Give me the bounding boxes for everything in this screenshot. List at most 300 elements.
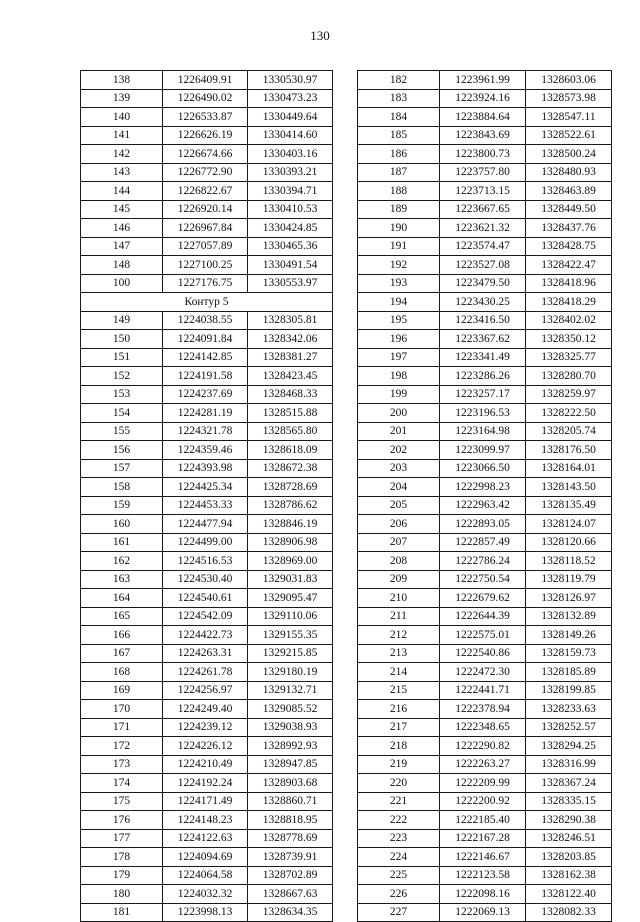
table-row xyxy=(358,885,612,904)
table-row xyxy=(358,404,612,423)
y-coordinate-cell: 1330424.85 xyxy=(248,219,333,238)
table-row xyxy=(358,348,612,367)
x-coordinate-cell: 1223884.64 xyxy=(440,108,526,127)
x-coordinate-cell: 1224192.24 xyxy=(163,774,248,793)
y-coordinate-cell: 1328778.69 xyxy=(248,829,333,848)
y-coordinate-cell: 1328305.81 xyxy=(248,311,333,330)
point-number-cell: 153 xyxy=(81,385,163,404)
point-number-cell: 196 xyxy=(358,330,440,349)
point-number-cell: 158 xyxy=(81,478,163,497)
x-coordinate-cell: 1224477.94 xyxy=(163,515,248,534)
y-coordinate-cell: 1328122.40 xyxy=(526,885,612,904)
x-coordinate-cell: 1222472.30 xyxy=(440,663,526,682)
table-row xyxy=(81,422,333,441)
x-coordinate-cell: 1223257.17 xyxy=(440,385,526,404)
y-coordinate-cell: 1328573.98 xyxy=(526,89,612,108)
y-coordinate-cell: 1328906.98 xyxy=(248,533,333,552)
y-coordinate-cell: 1328672.38 xyxy=(248,459,333,478)
y-coordinate-cell: 1329155.35 xyxy=(248,626,333,645)
table-row xyxy=(81,145,333,164)
y-coordinate-cell: 1328418.29 xyxy=(526,293,612,312)
x-coordinate-cell: 1224148.23 xyxy=(163,811,248,830)
x-coordinate-cell: 1224171.49 xyxy=(163,792,248,811)
y-coordinate-cell: 1328325.77 xyxy=(526,348,612,367)
point-number-cell: 169 xyxy=(81,681,163,700)
x-coordinate-cell: 1222963.42 xyxy=(440,496,526,515)
point-number-cell: 225 xyxy=(358,866,440,885)
table-row xyxy=(81,626,333,645)
point-number-cell: 211 xyxy=(358,607,440,626)
x-coordinate-cell: 1222209.99 xyxy=(440,774,526,793)
y-coordinate-cell: 1328739.91 xyxy=(248,848,333,867)
y-coordinate-cell: 1328222.50 xyxy=(526,404,612,423)
y-coordinate-cell: 1328947.85 xyxy=(248,755,333,774)
y-coordinate-cell: 1328143.50 xyxy=(526,478,612,497)
x-coordinate-cell: 1227100.25 xyxy=(163,256,248,275)
x-coordinate-cell: 1224499.00 xyxy=(163,533,248,552)
point-number-cell: 161 xyxy=(81,533,163,552)
x-coordinate-cell: 1226967.84 xyxy=(163,219,248,238)
point-number-cell: 166 xyxy=(81,626,163,645)
point-number-cell: 207 xyxy=(358,533,440,552)
x-coordinate-cell: 1222098.16 xyxy=(440,885,526,904)
x-coordinate-cell: 1223066.50 xyxy=(440,459,526,478)
table-row xyxy=(358,792,612,811)
table-row xyxy=(81,848,333,867)
point-number-cell: 152 xyxy=(81,367,163,386)
x-coordinate-cell: 1222575.01 xyxy=(440,626,526,645)
point-number-cell: 226 xyxy=(358,885,440,904)
point-number-cell: 144 xyxy=(81,182,163,201)
x-coordinate-cell: 1224094.69 xyxy=(163,848,248,867)
table-row xyxy=(81,533,333,552)
y-coordinate-cell: 1329085.52 xyxy=(248,700,333,719)
x-coordinate-cell: 1226409.91 xyxy=(163,71,248,90)
y-coordinate-cell: 1328437.76 xyxy=(526,219,612,238)
point-number-cell: 218 xyxy=(358,737,440,756)
point-number-cell: 214 xyxy=(358,663,440,682)
point-number-cell: 217 xyxy=(358,718,440,737)
table-row xyxy=(81,792,333,811)
x-coordinate-cell: 1224038.55 xyxy=(163,311,248,330)
point-number-cell: 194 xyxy=(358,293,440,312)
point-number-cell: 154 xyxy=(81,404,163,423)
point-number-cell: 155 xyxy=(81,422,163,441)
x-coordinate-cell: 1226626.19 xyxy=(163,126,248,145)
table-row xyxy=(81,903,333,922)
x-coordinate-cell: 1222348.65 xyxy=(440,718,526,737)
point-number-cell: 224 xyxy=(358,848,440,867)
point-number-cell: 157 xyxy=(81,459,163,478)
y-coordinate-cell: 1328199.85 xyxy=(526,681,612,700)
table-row xyxy=(358,108,612,127)
x-coordinate-cell: 1224540.61 xyxy=(163,589,248,608)
coordinates-table-right xyxy=(357,70,612,922)
point-number-cell: 204 xyxy=(358,478,440,497)
point-number-cell: 200 xyxy=(358,404,440,423)
y-coordinate-cell: 1330414.60 xyxy=(248,126,333,145)
table-row xyxy=(81,89,333,108)
table-row xyxy=(81,607,333,626)
y-coordinate-cell: 1328381.27 xyxy=(248,348,333,367)
point-number-cell: 208 xyxy=(358,552,440,571)
x-coordinate-cell: 1224237.69 xyxy=(163,385,248,404)
point-number-cell: 186 xyxy=(358,145,440,164)
x-coordinate-cell: 1224191.58 xyxy=(163,367,248,386)
table-row xyxy=(81,404,333,423)
table-row xyxy=(81,774,333,793)
y-coordinate-cell: 1328233.63 xyxy=(526,700,612,719)
table-row xyxy=(358,163,612,182)
y-coordinate-cell: 1328205.74 xyxy=(526,422,612,441)
y-coordinate-cell: 1328335.15 xyxy=(526,792,612,811)
x-coordinate-cell: 1222263.27 xyxy=(440,755,526,774)
point-number-cell: 216 xyxy=(358,700,440,719)
y-coordinate-cell: 1328463.89 xyxy=(526,182,612,201)
y-coordinate-cell: 1328124.07 xyxy=(526,515,612,534)
x-coordinate-cell: 1226490.02 xyxy=(163,89,248,108)
table-row xyxy=(358,515,612,534)
point-number-cell: 205 xyxy=(358,496,440,515)
point-number-cell: 177 xyxy=(81,829,163,848)
point-number-cell: 140 xyxy=(81,108,163,127)
y-coordinate-cell: 1328118.52 xyxy=(526,552,612,571)
table-row xyxy=(358,811,612,830)
table-row xyxy=(358,663,612,682)
coordinates-table-left xyxy=(80,70,333,922)
table-row xyxy=(81,885,333,904)
x-coordinate-cell: 1223099.97 xyxy=(440,441,526,460)
y-coordinate-cell: 1330410.53 xyxy=(248,200,333,219)
point-number-cell: 150 xyxy=(81,330,163,349)
y-coordinate-cell: 1328342.06 xyxy=(248,330,333,349)
point-number-cell: 219 xyxy=(358,755,440,774)
x-coordinate-cell: 1224091.84 xyxy=(163,330,248,349)
x-coordinate-cell: 1223800.73 xyxy=(440,145,526,164)
x-coordinate-cell: 1222679.62 xyxy=(440,589,526,608)
point-number-cell: 220 xyxy=(358,774,440,793)
y-coordinate-cell: 1330530.97 xyxy=(248,71,333,90)
y-coordinate-cell: 1328618.09 xyxy=(248,441,333,460)
y-coordinate-cell: 1328702.89 xyxy=(248,866,333,885)
x-coordinate-cell: 1223416.50 xyxy=(440,311,526,330)
point-number-cell: 189 xyxy=(358,200,440,219)
table-row xyxy=(358,71,612,90)
x-coordinate-cell: 1223924.16 xyxy=(440,89,526,108)
x-coordinate-cell: 1222378.94 xyxy=(440,700,526,719)
point-number-cell: 170 xyxy=(81,700,163,719)
table-row xyxy=(358,441,612,460)
y-coordinate-cell: 1328468.33 xyxy=(248,385,333,404)
point-number-cell: 184 xyxy=(358,108,440,127)
table-row xyxy=(81,755,333,774)
y-coordinate-cell: 1329180.19 xyxy=(248,663,333,682)
y-coordinate-cell: 1328480.93 xyxy=(526,163,612,182)
point-number-cell: 212 xyxy=(358,626,440,645)
y-coordinate-cell: 1330449.64 xyxy=(248,108,333,127)
point-number-cell: 199 xyxy=(358,385,440,404)
point-number-cell: 222 xyxy=(358,811,440,830)
x-coordinate-cell: 1223286.26 xyxy=(440,367,526,386)
y-coordinate-cell: 1328818.95 xyxy=(248,811,333,830)
x-coordinate-cell: 1223667.65 xyxy=(440,200,526,219)
table-row xyxy=(81,274,333,293)
y-coordinate-cell: 1329095.47 xyxy=(248,589,333,608)
point-number-cell: 143 xyxy=(81,163,163,182)
x-coordinate-cell: 1224542.09 xyxy=(163,607,248,626)
y-coordinate-cell: 1328428.75 xyxy=(526,237,612,256)
x-coordinate-cell: 1224359.46 xyxy=(163,441,248,460)
point-number-cell: 183 xyxy=(358,89,440,108)
table-row xyxy=(358,774,612,793)
x-coordinate-cell: 1222290.82 xyxy=(440,737,526,756)
y-coordinate-cell: 1328280.70 xyxy=(526,367,612,386)
page-number: 130 xyxy=(310,28,330,43)
table-row xyxy=(81,515,333,534)
table-row xyxy=(81,459,333,478)
table-row xyxy=(81,811,333,830)
x-coordinate-cell: 1222167.28 xyxy=(440,829,526,848)
y-coordinate-cell: 1328149.26 xyxy=(526,626,612,645)
point-number-cell: 146 xyxy=(81,219,163,238)
point-number-cell: 178 xyxy=(81,848,163,867)
y-coordinate-cell: 1328422.47 xyxy=(526,256,612,275)
table-row xyxy=(358,700,612,719)
y-coordinate-cell: 1328903.68 xyxy=(248,774,333,793)
table-row xyxy=(358,681,612,700)
table-row xyxy=(358,293,612,312)
table-row xyxy=(81,126,333,145)
table-row xyxy=(358,367,612,386)
x-coordinate-cell: 1222857.49 xyxy=(440,533,526,552)
point-number-cell: 191 xyxy=(358,237,440,256)
table-row xyxy=(81,219,333,238)
x-coordinate-cell: 1222069.13 xyxy=(440,903,526,922)
y-coordinate-cell: 1328185.89 xyxy=(526,663,612,682)
table-row xyxy=(358,829,612,848)
x-coordinate-cell: 1223961.99 xyxy=(440,71,526,90)
point-number-cell: 213 xyxy=(358,644,440,663)
point-number-cell: 148 xyxy=(81,256,163,275)
point-number-cell: 171 xyxy=(81,718,163,737)
x-coordinate-cell: 1222644.39 xyxy=(440,607,526,626)
y-coordinate-cell: 1328367.24 xyxy=(526,774,612,793)
x-coordinate-cell: 1224261.78 xyxy=(163,663,248,682)
table-row xyxy=(81,866,333,885)
point-number-cell: 182 xyxy=(358,71,440,90)
table-row xyxy=(81,311,333,330)
x-coordinate-cell: 1223621.32 xyxy=(440,219,526,238)
table-row xyxy=(358,311,612,330)
y-coordinate-cell: 1328135.49 xyxy=(526,496,612,515)
table-row xyxy=(81,589,333,608)
y-coordinate-cell: 1328119.79 xyxy=(526,570,612,589)
x-coordinate-cell: 1227057.89 xyxy=(163,237,248,256)
y-coordinate-cell: 1328786.62 xyxy=(248,496,333,515)
point-number-cell: 206 xyxy=(358,515,440,534)
x-coordinate-cell: 1223367.62 xyxy=(440,330,526,349)
table-row xyxy=(358,903,612,922)
table-row xyxy=(358,478,612,497)
x-coordinate-cell: 1224321.78 xyxy=(163,422,248,441)
point-number-cell: 227 xyxy=(358,903,440,922)
table-row xyxy=(81,163,333,182)
y-coordinate-cell: 1328634.35 xyxy=(248,903,333,922)
table-row xyxy=(358,126,612,145)
point-number-cell: 162 xyxy=(81,552,163,571)
y-coordinate-cell: 1328565.80 xyxy=(248,422,333,441)
table-row xyxy=(81,182,333,201)
table-row xyxy=(81,71,333,90)
point-number-cell: 190 xyxy=(358,219,440,238)
y-coordinate-cell: 1328082.33 xyxy=(526,903,612,922)
point-number-cell: 201 xyxy=(358,422,440,441)
x-coordinate-cell: 1222893.05 xyxy=(440,515,526,534)
section-row xyxy=(81,293,333,312)
table-row xyxy=(81,256,333,275)
x-coordinate-cell: 1227176.75 xyxy=(163,274,248,293)
table-row xyxy=(81,441,333,460)
point-number-cell: 185 xyxy=(358,126,440,145)
y-coordinate-cell: 1328547.11 xyxy=(526,108,612,127)
table-row xyxy=(358,533,612,552)
table-row xyxy=(81,385,333,404)
table-row xyxy=(81,348,333,367)
point-number-cell: 173 xyxy=(81,755,163,774)
y-coordinate-cell: 1328132.89 xyxy=(526,607,612,626)
point-number-cell: 138 xyxy=(81,71,163,90)
y-coordinate-cell: 1330393.21 xyxy=(248,163,333,182)
point-number-cell: 139 xyxy=(81,89,163,108)
point-number-cell: 168 xyxy=(81,663,163,682)
x-coordinate-cell: 1223843.69 xyxy=(440,126,526,145)
y-coordinate-cell: 1330394.71 xyxy=(248,182,333,201)
point-number-cell: 174 xyxy=(81,774,163,793)
point-number-cell: 188 xyxy=(358,182,440,201)
x-coordinate-cell: 1224122.63 xyxy=(163,829,248,848)
x-coordinate-cell: 1226920.14 xyxy=(163,200,248,219)
y-coordinate-cell: 1328667.63 xyxy=(248,885,333,904)
point-number-cell: 195 xyxy=(358,311,440,330)
y-coordinate-cell: 1328120.66 xyxy=(526,533,612,552)
table-row xyxy=(358,422,612,441)
y-coordinate-cell: 1329110.06 xyxy=(248,607,333,626)
x-coordinate-cell: 1223430.25 xyxy=(440,293,526,312)
table-row xyxy=(81,700,333,719)
x-coordinate-cell: 1223574.47 xyxy=(440,237,526,256)
y-coordinate-cell: 1328992.93 xyxy=(248,737,333,756)
point-number-cell: 100 xyxy=(81,274,163,293)
table-row xyxy=(81,829,333,848)
point-number-cell: 175 xyxy=(81,792,163,811)
x-coordinate-cell: 1224425.34 xyxy=(163,478,248,497)
point-number-cell: 151 xyxy=(81,348,163,367)
x-coordinate-cell: 1222185.40 xyxy=(440,811,526,830)
point-number-cell: 210 xyxy=(358,589,440,608)
x-coordinate-cell: 1224142.85 xyxy=(163,348,248,367)
x-coordinate-cell: 1226822.67 xyxy=(163,182,248,201)
table-row xyxy=(81,330,333,349)
point-number-cell: 187 xyxy=(358,163,440,182)
point-number-cell: 197 xyxy=(358,348,440,367)
x-coordinate-cell: 1226772.90 xyxy=(163,163,248,182)
table-row xyxy=(358,89,612,108)
table-row xyxy=(81,200,333,219)
table-row xyxy=(358,145,612,164)
y-coordinate-cell: 1330553.97 xyxy=(248,274,333,293)
x-coordinate-cell: 1224064.58 xyxy=(163,866,248,885)
table-row xyxy=(81,237,333,256)
point-number-cell: 203 xyxy=(358,459,440,478)
y-coordinate-cell: 1328259.97 xyxy=(526,385,612,404)
y-coordinate-cell: 1328423.45 xyxy=(248,367,333,386)
y-coordinate-cell: 1328162.38 xyxy=(526,866,612,885)
point-number-cell: 221 xyxy=(358,792,440,811)
x-coordinate-cell: 1223164.98 xyxy=(440,422,526,441)
table-row xyxy=(81,718,333,737)
y-coordinate-cell: 1328846.19 xyxy=(248,515,333,534)
table-row xyxy=(81,644,333,663)
table-row xyxy=(81,478,333,497)
y-coordinate-cell: 1328164.01 xyxy=(526,459,612,478)
table-row xyxy=(358,718,612,737)
x-coordinate-cell: 1224263.31 xyxy=(163,644,248,663)
point-number-cell: 145 xyxy=(81,200,163,219)
y-coordinate-cell: 1328402.02 xyxy=(526,311,612,330)
x-coordinate-cell: 1222441.71 xyxy=(440,681,526,700)
point-number-cell: 223 xyxy=(358,829,440,848)
y-coordinate-cell: 1328176.50 xyxy=(526,441,612,460)
point-number-cell: 160 xyxy=(81,515,163,534)
y-coordinate-cell: 1328603.06 xyxy=(526,71,612,90)
x-coordinate-cell: 1224032.32 xyxy=(163,885,248,904)
y-coordinate-cell: 1328203.85 xyxy=(526,848,612,867)
y-coordinate-cell: 1328969.00 xyxy=(248,552,333,571)
table-row xyxy=(358,626,612,645)
table-row xyxy=(81,737,333,756)
y-coordinate-cell: 1328860.71 xyxy=(248,792,333,811)
table-row xyxy=(358,607,612,626)
table-row xyxy=(358,256,612,275)
x-coordinate-cell: 1223713.15 xyxy=(440,182,526,201)
point-number-cell: 181 xyxy=(81,903,163,922)
table-row xyxy=(358,848,612,867)
table-row xyxy=(358,274,612,293)
table-row xyxy=(81,681,333,700)
y-coordinate-cell: 1328515.88 xyxy=(248,404,333,423)
section-heading: Контур 5 xyxy=(81,293,333,312)
point-number-cell: 142 xyxy=(81,145,163,164)
x-coordinate-cell: 1223998.13 xyxy=(163,903,248,922)
point-number-cell: 147 xyxy=(81,237,163,256)
point-number-cell: 141 xyxy=(81,126,163,145)
x-coordinate-cell: 1222998.23 xyxy=(440,478,526,497)
table-row xyxy=(358,182,612,201)
y-coordinate-cell: 1330473.23 xyxy=(248,89,333,108)
table-row xyxy=(358,570,612,589)
table-row xyxy=(358,459,612,478)
x-coordinate-cell: 1224226.12 xyxy=(163,737,248,756)
table-row xyxy=(81,108,333,127)
y-coordinate-cell: 1328449.50 xyxy=(526,200,612,219)
x-coordinate-cell: 1223527.08 xyxy=(440,256,526,275)
table-row xyxy=(358,737,612,756)
y-coordinate-cell: 1328350.12 xyxy=(526,330,612,349)
point-number-cell: 198 xyxy=(358,367,440,386)
table-row xyxy=(358,385,612,404)
table-row xyxy=(358,219,612,238)
y-coordinate-cell: 1328500.24 xyxy=(526,145,612,164)
